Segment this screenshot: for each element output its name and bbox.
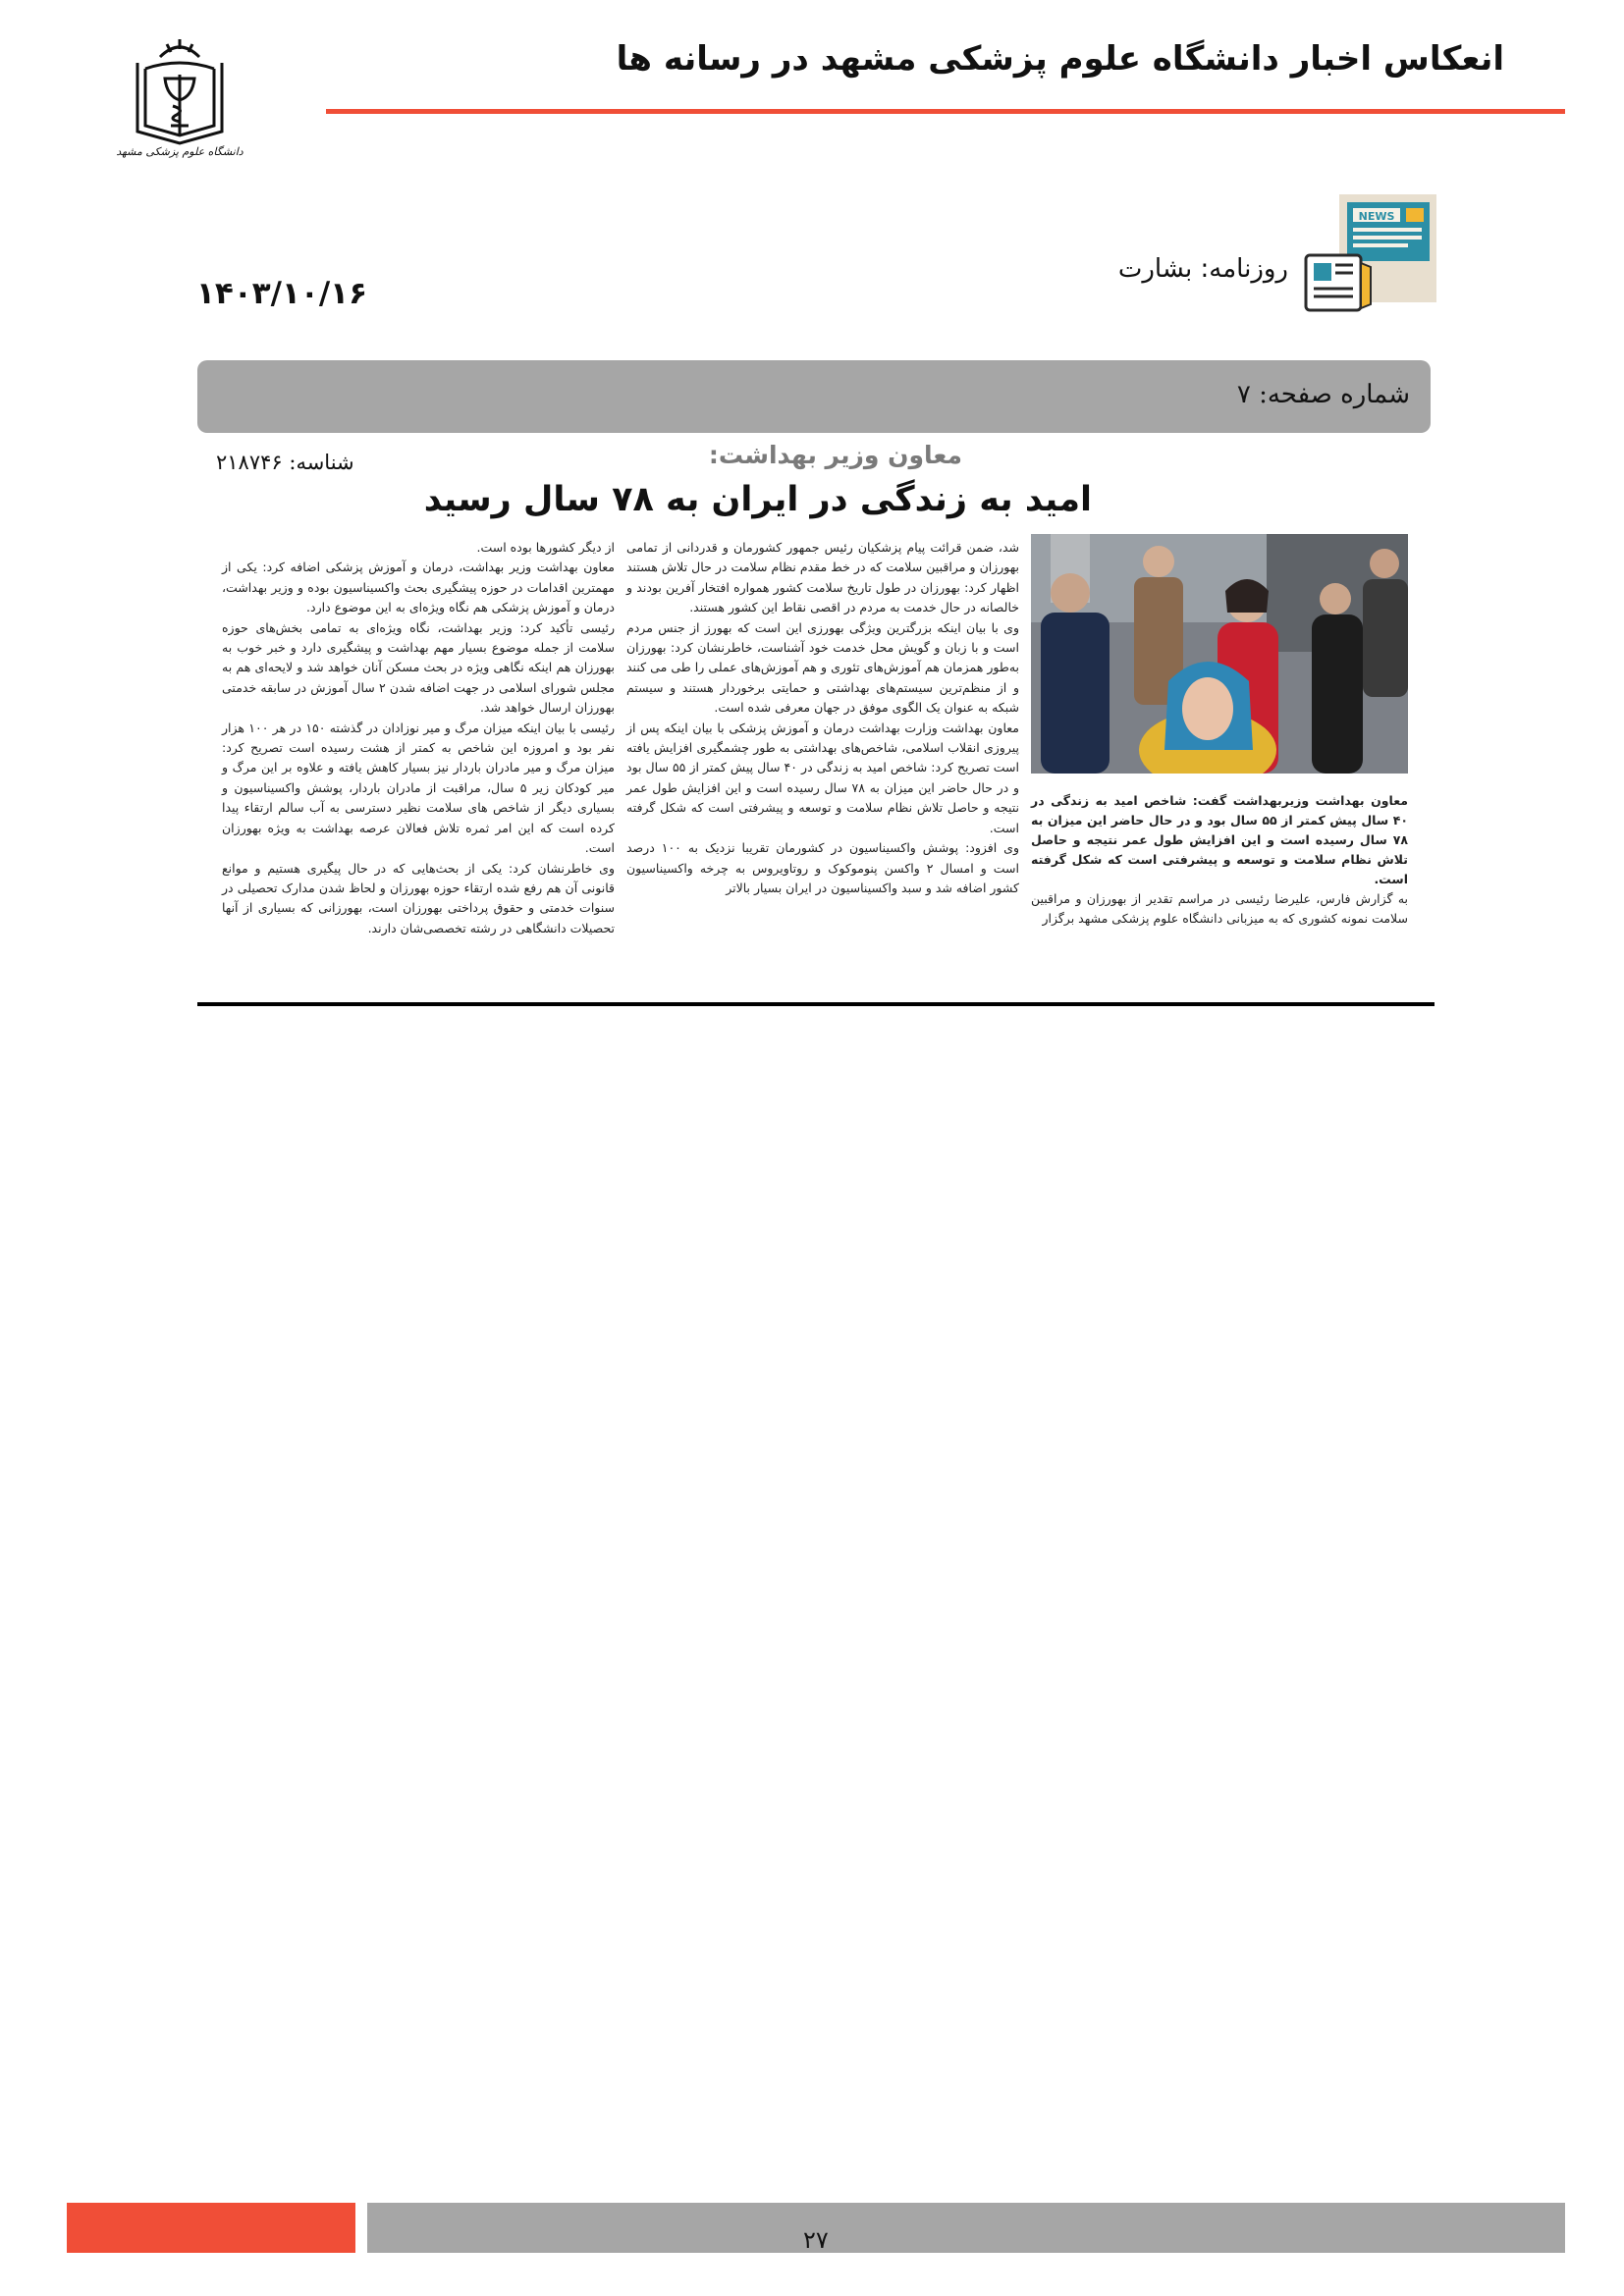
article-paragraph: شد، ضمن قرائت پیام پزشکیان رئیس جمهور کشورمان و قدردانی از تمامی بهورزان و مراقبین سلامت که در خط مقدم نظام سلامت در حال تلاش هستند اظهار کرد: بهورزان در طول تاریخ سلامت کشور همواره افتخار آفرین بودند و خالصانه در حال خدمت به مردم در اقصی نقاط این کشور هستند.	[626, 540, 1019, 615]
article-lead-paragraph: به گزارش فارس، علیرضا رئیسی در مراسم تقدیر از بهورزان و مراقبین سلامت نمونه کشوری که به میزبانی دانشگاه علوم پزشکی مشهد برگزار	[1031, 891, 1408, 926]
article-paragraph: معاون بهداشت وزارت بهداشت درمان و آموزش پزشکی با بیان اینکه پس از پیروزی انقلاب اسلامی، شاخص‌های بهداشتی به طور چشمگیری افزایش یافته است تصریح کرد: شاخص امید به زندگی در ۴۰ سال پیش کمتر از ۵۵ سال بود و در حال حاضر این میزان به ۷۸ سال رسیده است و این افزایش طول عمر نتیجه و حاصل تلاش نظام سلامت و توسعه و پیشرفتی است که شکل گرفته است.	[626, 720, 1020, 835]
page-number: ۲۷	[803, 2226, 829, 2254]
article-column-left	[222, 538, 615, 938]
article-paragraph: وی با بیان اینکه بزرگترین ویژگی بهورزی این است که بهورز از جنس مردم است و با زبان و گویش محل خدمت خود آشناست، خاطرنشان کرد: بهورزان به‌طور همزمان هم آموزش‌های تئوری و هم آموزش‌های عملی را طی می کنند و از منظم‌ترین سیستم‌های بهداشتی و حمایتی برخوردار هستند و سیستم شبکه به عنوان یک الگوی موفق در جهان معرفی شده است.	[626, 619, 1019, 716]
page-number-label: شماره صفحه: ۷	[1236, 380, 1410, 409]
article-id: شناسه: ۲۱۸۷۴۶	[216, 451, 354, 474]
news-icon-text: NEWS	[1358, 210, 1395, 223]
article-paragraph: معاون بهداشت وزیر بهداشت، درمان و آموزش پزشکی اضافه کرد: یکی از مهمترین اقدامات در حوزه پیشگیری بحث واکسیناسیون بوده و وزیر بهداشت، درمان و آموزش پزشکی هم نگاه ویژه‌ای به این موضوع دارد.	[222, 560, 615, 615]
publication-date: ۱۴۰۳/۱۰/۱۶	[196, 276, 368, 311]
article-paragraph: وی خاطرنشان کرد: یکی از بحث‌هایی که در حال پیگیری هستیم و موانع قانونی آن هم رفع شده ارتقاء حوزه بهورزان و لحاظ شدن مدارک تحصیلی در سنوات خدمتی و حقوق پرداختی بهورزان است، بهورزانی که بسیاری از آنها تحصیلات دانشگاهی در رشته تخصصی‌شان دارند.	[222, 860, 615, 935]
footer-bar	[367, 2203, 1565, 2253]
newspaper-name: روزنامه: بشارت	[1117, 254, 1288, 284]
page-header-title: انعکاس اخبار دانشگاه علوم پزشکی مشهد در رسانه ها	[616, 39, 1504, 79]
article-paragraph: وی افزود: پوشش واکسیناسیون در کشورمان تقریبا نزدیک به ۱۰۰ درصد است و امسال ۲ واکسن پنوموکوک و روتاویروس به چرخه واکسیناسیون کشور اضافه شد و سبد واکسیناسیون در ایران بسیار بالاتر	[626, 840, 1019, 895]
header-accent-rule	[326, 109, 1565, 114]
newspaper-news-icon	[1304, 194, 1436, 312]
photo-caption: معاون بهداشت وزیربهداشت گفت: شاخص امید به زندگی در ۴۰ سال پیش کمتر از ۵۵ سال بود و در حال حاضر این میزان به ۷۸ سال رسیده است و این افزایش طول عمر نتیجه و حاصل تلاش نظام سلامت و توسعه و پیشرفتی است که شکل گرفته است.	[1031, 793, 1408, 886]
footer-accent-block	[67, 2203, 355, 2253]
article-paragraph: رئیسی با بیان اینکه میزان مرگ و میر نوزادان در گذشته ۱۵۰ در هر ۱۰۰ هزار نفر بود و امروزه این شاخص به کمتر از هشت رسیده است تصریح کرد: میزان مرگ و میر مادران باردار نیز بسیار کاهش یافته و علاوه بر این مرگ و میر کودکان زیر ۵ سال، مراقبت از مادران باردار، پوشش واکسیناسیون و بسیاری دیگر از شاخص های سلامت نظیر دسترسی به آب سالم ارتقاء پیدا کرده است که این امر ثمره تلاش فعالان عرصه بهداشت به ویژه بهورزان است.	[222, 720, 615, 856]
clipping-bottom-rule	[197, 1002, 1435, 1006]
university-logo	[116, 35, 244, 173]
page-number-bar	[197, 360, 1431, 433]
article-column-middle	[626, 538, 1019, 898]
article-headline: امید به زندگی در ایران به ۷۸ سال رسید	[423, 480, 1092, 519]
article-paragraph: از دیگر کشورها بوده است.	[476, 540, 615, 555]
article-paragraph: رئیسی تأکید کرد: وزیر بهداشت، نگاه ویژه‌ای به تمامی بخش‌های حوزه سلامت از جمله موضوع بسیار مهم بهداشت و پیشگیری دارد و خبر خوب به بهورزان هم اینکه نگاهی ویژه در بحث مسکن آنان خواهد شد و لایحه‌ای هم به مجلس شورای اسلامی در جهت اضافه شدن ۲ سال آموزش در سابقه خدمتی بهورزان ارسال خواهد شد.	[222, 619, 615, 716]
article-supertitle: معاون وزیر بهداشت:	[708, 441, 962, 469]
newspaper-clipping	[214, 436, 1414, 946]
logo-text: دانشگاه علوم پزشکی مشهد	[116, 145, 244, 158]
article-photo	[1031, 534, 1408, 774]
